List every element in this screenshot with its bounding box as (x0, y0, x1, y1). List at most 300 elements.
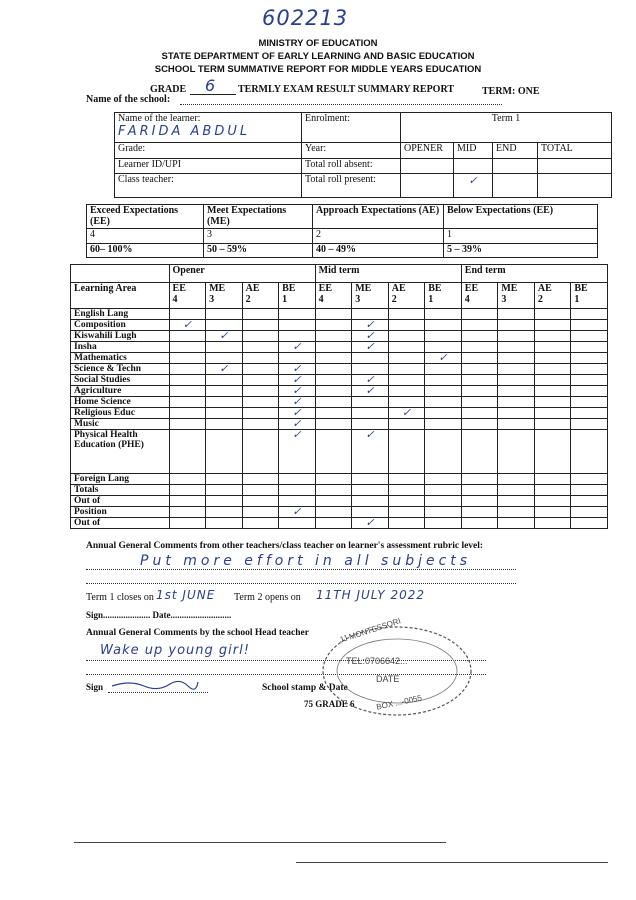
learner-name-label: Name of the learner: (118, 113, 201, 124)
result-row (71, 342, 608, 353)
department-title: STATE DEPARTMENT OF EARLY LEARNING AND BASIC EDUCATION (161, 51, 475, 62)
grade-cell (571, 408, 608, 419)
grade-cell (534, 320, 571, 331)
grade-cell (352, 309, 389, 320)
grade-cell (242, 353, 279, 364)
grade-cell (315, 364, 352, 375)
learning-area-label: Foreign Lang (71, 474, 170, 485)
grade-cell (352, 397, 389, 408)
level-score: 3 (209, 294, 215, 305)
grade-cell (315, 419, 352, 430)
grade-tick: ✓ (352, 331, 389, 342)
grade-cell (498, 408, 535, 419)
grade-cell (534, 397, 571, 408)
level-header (461, 283, 498, 309)
grade-cell (571, 419, 608, 430)
grade-cell (461, 496, 498, 507)
grade-cell (315, 342, 352, 353)
school-stamp (318, 616, 476, 720)
grade-cell (279, 474, 316, 485)
cell (538, 174, 612, 198)
grade-cell (206, 485, 243, 496)
grade-label: GRADE (150, 84, 187, 95)
grade-cell (425, 309, 462, 320)
cell (401, 174, 454, 198)
grade-cell (352, 419, 389, 430)
grade-cell (206, 496, 243, 507)
exp-range-be: 5 – 39% (444, 243, 598, 258)
grade-cell (315, 375, 352, 386)
level-code: EE (318, 283, 332, 294)
learning-area-label: English Lang (71, 309, 170, 320)
learning-area-label: Totals (71, 485, 170, 496)
grade-cell (279, 309, 316, 320)
result-row (71, 353, 608, 364)
grade-cell (352, 408, 389, 419)
grade-cell (242, 342, 279, 353)
grade-cell (534, 375, 571, 386)
level-score: 3 (355, 294, 361, 305)
grade-cell (242, 485, 279, 496)
stamp-text-bottom: BOX ...-0055 (375, 693, 423, 712)
grade-cell (461, 331, 498, 342)
grade-cell (425, 419, 462, 430)
grade-cell (461, 375, 498, 386)
level-code: AE (391, 283, 406, 294)
grade-cell (352, 364, 389, 375)
level-header (169, 283, 206, 309)
grade-tick: ✓ (279, 386, 316, 397)
grade-tick: ✓ (206, 331, 243, 342)
grade-tick: ✓ (352, 342, 389, 353)
cell (493, 158, 538, 174)
grade-cell (315, 397, 352, 408)
grade-cell (534, 496, 571, 507)
grade-cell (571, 342, 608, 353)
learning-area-label: Out of (71, 496, 170, 507)
roll-present-label: Total roll present: (302, 174, 401, 198)
result-row (71, 364, 608, 375)
grade-cell (425, 320, 462, 331)
grade-cell (425, 507, 462, 518)
level-header (571, 283, 608, 309)
level-score: 2 (537, 294, 543, 305)
grade-cell (206, 474, 243, 485)
grade-cell (498, 353, 535, 364)
level-header (242, 283, 279, 309)
grade-cell (425, 397, 462, 408)
grade-cell (388, 353, 425, 364)
grade-cell (571, 353, 608, 364)
grade-cell (242, 364, 279, 375)
grade-cell (169, 408, 206, 419)
grade-cell (388, 320, 425, 331)
midterm-header: Mid term (315, 265, 461, 283)
grade-tick: ✓ (352, 430, 389, 474)
grade-cell (315, 386, 352, 397)
grade-value: 6 (205, 76, 217, 95)
grade-cell (534, 507, 571, 518)
level-score: 2 (391, 294, 397, 305)
grade-cell (571, 375, 608, 386)
cell (401, 158, 454, 174)
grade-cell (315, 320, 352, 331)
report-title: SCHOOL TERM SUMMATIVE REPORT FOR MIDDLE YEARS EDUCATION (154, 64, 482, 75)
opener-header: Opener (169, 265, 315, 283)
grade-tick: ✓ (279, 419, 316, 430)
learning-area-label: Agriculture (71, 386, 170, 397)
grade-cell (571, 309, 608, 320)
level-code: AE (537, 283, 552, 294)
result-row (71, 375, 608, 386)
grade-cell (425, 408, 462, 419)
level-score: 1 (574, 294, 580, 305)
ministry-title: MINISTRY OF EDUCATION (258, 38, 378, 49)
learning-area-label: Mathematics (71, 353, 170, 364)
grade-tick: ✓ (279, 408, 316, 419)
grade-cell (206, 430, 243, 474)
level-code: EE (172, 283, 186, 294)
grade-cell (352, 474, 389, 485)
grade-cell (169, 507, 206, 518)
grade-cell (169, 496, 206, 507)
grade-cell (242, 309, 279, 320)
teacher-comments-label: Annual General Comments from other teachers/class teacher on learner's assessment rubric level: (86, 541, 484, 551)
teacher-comment: Put more effort in all subjects (140, 553, 472, 569)
learning-area-label: Religious Educ (71, 408, 170, 419)
term1-value: 1st JUNE (156, 588, 216, 602)
grade-cell (315, 353, 352, 364)
grade-cell (571, 518, 608, 529)
exp-level-ae: 2 (313, 229, 444, 244)
grade-tick: ✓ (206, 364, 243, 375)
level-code: BE (428, 283, 442, 294)
grade-cell (425, 485, 462, 496)
comment-line-2 (86, 583, 516, 584)
learning-area-label: Social Studies (71, 375, 170, 386)
grade-cell (461, 364, 498, 375)
grade-cell (388, 309, 425, 320)
grade-cell (461, 309, 498, 320)
grade-cell (206, 518, 243, 529)
grade-cell (242, 397, 279, 408)
grade-cell (571, 485, 608, 496)
cell (538, 158, 612, 174)
grade-cell (534, 408, 571, 419)
grade-cell (206, 386, 243, 397)
grade-cell (498, 474, 535, 485)
result-row (71, 485, 608, 496)
exp-name-ee: Exceed Expectations (EE) (87, 205, 204, 229)
grade-cell (169, 375, 206, 386)
grade-tick: ✓ (279, 375, 316, 386)
grade-cell (461, 320, 498, 331)
grade-cell (242, 474, 279, 485)
grade-cell (571, 331, 608, 342)
grade-cell (534, 485, 571, 496)
grade-cell (425, 386, 462, 397)
grade-cell (169, 353, 206, 364)
grade-cell (242, 331, 279, 342)
result-row (71, 309, 608, 320)
level-code: ME (209, 283, 226, 294)
grade-cell (571, 507, 608, 518)
exp-range-me: 50 – 59% (204, 243, 313, 258)
term-label: TERM: ONE (482, 86, 540, 97)
grade-cell (388, 397, 425, 408)
level-code: EE (464, 283, 479, 294)
corner-cell (71, 265, 170, 283)
grade-cell (571, 320, 608, 331)
bottom-line-1 (74, 842, 446, 843)
grade-cell (498, 331, 535, 342)
grade-cell (388, 485, 425, 496)
class-teacher-label: Class teacher: (115, 174, 302, 198)
term2-label: Term 2 opens on (234, 592, 301, 603)
col-mid: MID (454, 143, 493, 159)
serial-number: 602213 (262, 6, 349, 30)
result-row (71, 331, 608, 342)
grade-cell (461, 386, 498, 397)
grade-cell (352, 485, 389, 496)
learner-id-label: Learner ID/UPI (115, 158, 302, 174)
grade-cell (315, 309, 352, 320)
grade-cell (242, 507, 279, 518)
stamp-text-mid: TEL:0706642... (346, 656, 408, 666)
mid-tick: ✓ (454, 174, 493, 198)
results-table (70, 264, 608, 529)
grade-cell (279, 485, 316, 496)
learning-area-label: Music (71, 419, 170, 430)
grade-cell (279, 320, 316, 331)
cell (454, 158, 493, 174)
grade-cell (571, 364, 608, 375)
result-row (71, 430, 608, 474)
grade-cell (425, 342, 462, 353)
grade-tick: ✓ (279, 364, 316, 375)
level-score: 1 (282, 294, 288, 305)
grade-cell (206, 408, 243, 419)
grade-cell (534, 518, 571, 529)
exp-name-ae: Approach Expectations (AE) (313, 205, 444, 229)
grade-field-label: Grade: (115, 143, 302, 159)
grade-cell (206, 309, 243, 320)
grade-cell (242, 496, 279, 507)
grade-cell (206, 320, 243, 331)
grade-cell (169, 518, 206, 529)
learning-area-label: Insha (71, 342, 170, 353)
level-code: BE (282, 283, 296, 294)
learning-area-label: Home Science (71, 397, 170, 408)
grade-cell (352, 496, 389, 507)
grade-tick: ✓ (425, 353, 462, 364)
level-header (425, 283, 462, 309)
level-header (498, 283, 535, 309)
grade-cell (169, 364, 206, 375)
grade-cell (425, 518, 462, 529)
grade-cell (498, 386, 535, 397)
result-row (71, 474, 608, 485)
grade-tick: ✓ (352, 375, 389, 386)
grade-cell (242, 430, 279, 474)
comment-line-1 (86, 569, 516, 570)
grade-cell (571, 386, 608, 397)
grade-cell (498, 364, 535, 375)
level-header (315, 283, 352, 309)
term-header: Term 1 (401, 113, 612, 143)
level-score: 3 (501, 294, 507, 305)
level-score: 4 (318, 294, 324, 305)
level-header (534, 283, 571, 309)
grade-cell (425, 331, 462, 342)
grade-cell (242, 518, 279, 529)
grade-cell (279, 353, 316, 364)
grade-cell (461, 485, 498, 496)
grade-cell (388, 364, 425, 375)
grade-cell (315, 496, 352, 507)
year-label: Year: (302, 143, 401, 159)
grade-cell (425, 474, 462, 485)
grade-cell (461, 474, 498, 485)
grade-cell (461, 518, 498, 529)
grade-cell (169, 331, 206, 342)
grade-cell (242, 386, 279, 397)
school-name-label: Name of the school: (86, 94, 171, 105)
grade-cell (352, 353, 389, 364)
roll-absent-label: Total roll absent: (302, 158, 401, 174)
grade-cell (498, 397, 535, 408)
grade-cell (206, 419, 243, 430)
learning-area-label: Position (71, 507, 170, 518)
grade-cell (315, 430, 352, 474)
learning-area-label: Physical Health Education (PHE) (71, 430, 170, 474)
result-row (71, 507, 608, 518)
level-header (388, 283, 425, 309)
stamp-text-top: JJ MONTESSORI (338, 616, 402, 645)
grade-cell (534, 430, 571, 474)
learning-area-label: Composition (71, 320, 170, 331)
exp-level-ee: 4 (87, 229, 204, 244)
grade-cell (169, 430, 206, 474)
footer-note: 75 GRADE 6 (304, 699, 355, 709)
grade-tick: ✓ (352, 518, 389, 529)
grade-cell (279, 496, 316, 507)
school-name-line (180, 104, 502, 105)
learning-area-header: Learning Area (71, 283, 170, 309)
cell (493, 174, 538, 198)
exp-range-ee: 60– 100% (87, 243, 204, 258)
grade-cell (498, 485, 535, 496)
stamp-label: School stamp & Date (262, 683, 348, 693)
learning-area-label: Kiswahili Lugh (71, 331, 170, 342)
grade-cell (242, 375, 279, 386)
grade-cell (498, 430, 535, 474)
grade-cell (242, 419, 279, 430)
learning-area-label: Out of (71, 518, 170, 529)
grade-cell (425, 496, 462, 507)
signature (110, 672, 200, 694)
level-score: 4 (464, 294, 470, 305)
grade-cell (461, 419, 498, 430)
grade-cell (242, 408, 279, 419)
result-row (71, 496, 608, 507)
grade-cell (461, 507, 498, 518)
grade-cell (534, 331, 571, 342)
grade-cell (169, 474, 206, 485)
level-score: 2 (245, 294, 251, 305)
grade-cell (498, 496, 535, 507)
grade-cell (388, 507, 425, 518)
result-row (71, 386, 608, 397)
result-row (71, 408, 608, 419)
exp-level-me: 3 (204, 229, 313, 244)
level-header (279, 283, 316, 309)
grade-cell (498, 507, 535, 518)
learner-name-cell (115, 113, 302, 143)
grade-cell (315, 485, 352, 496)
grade-cell (388, 419, 425, 430)
grade-cell (425, 364, 462, 375)
grade-tick: ✓ (279, 507, 316, 518)
level-code: BE (574, 283, 588, 294)
grade-cell (279, 518, 316, 529)
level-code: ME (501, 283, 518, 294)
learner-name-value: FARIDA ABDUL (118, 124, 251, 139)
grade-cell (315, 507, 352, 518)
grade-cell (242, 320, 279, 331)
result-row (71, 320, 608, 331)
level-header (206, 283, 243, 309)
grade-cell (315, 331, 352, 342)
grade-tick: ✓ (352, 386, 389, 397)
grade-cell (498, 518, 535, 529)
grade-cell (388, 518, 425, 529)
grade-cell (571, 474, 608, 485)
grade-cell (206, 375, 243, 386)
enrolment-label: Enrolment: (302, 113, 401, 143)
exp-range-ae: 40 – 49% (313, 243, 444, 258)
grade-cell (206, 507, 243, 518)
grade-tick: ✓ (279, 342, 316, 353)
learner-info-table (114, 112, 612, 198)
head-comment: Wake up young girl! (100, 643, 250, 658)
grade-cell (169, 342, 206, 353)
grade-tick: ✓ (388, 408, 425, 419)
grade-cell (534, 342, 571, 353)
grade-cell (169, 386, 206, 397)
sign-date-line: Sign..................... Date........................... (86, 610, 232, 620)
sign2-label: Sign (86, 682, 104, 692)
grade-cell (206, 353, 243, 364)
grade-cell (169, 309, 206, 320)
grade-cell (534, 419, 571, 430)
grade-cell (206, 397, 243, 408)
term2-value: 11TH JULY 2022 (316, 588, 425, 602)
grade-cell (498, 320, 535, 331)
grade-cell (534, 309, 571, 320)
level-code: ME (355, 283, 372, 294)
grade-cell (352, 507, 389, 518)
grade-cell (315, 408, 352, 419)
grade-tick: ✓ (279, 430, 316, 474)
stamp-date: DATE (376, 674, 400, 684)
bottom-line-2 (296, 862, 608, 863)
grade-cell (388, 474, 425, 485)
head-comments-label: Annual General Comments by the school Head teacher (86, 628, 309, 638)
grade-tick: ✓ (169, 320, 206, 331)
grade-cell (206, 342, 243, 353)
grade-cell (388, 496, 425, 507)
